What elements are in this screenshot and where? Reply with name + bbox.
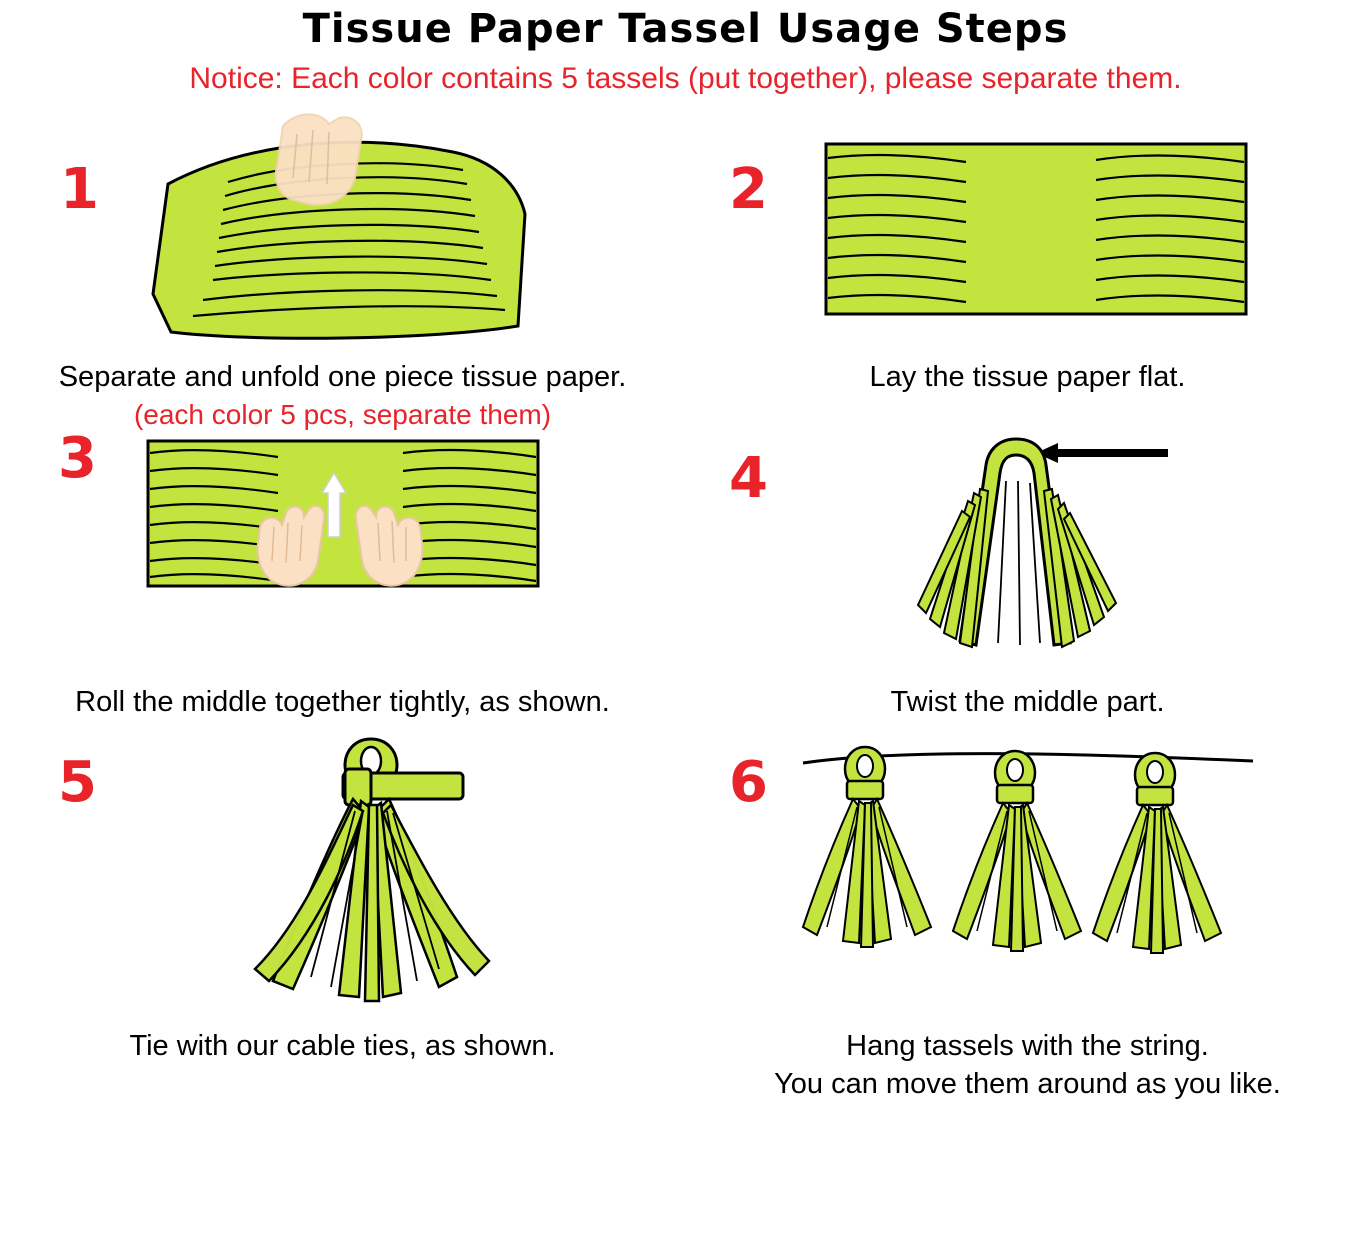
step-6 (685, 725, 1370, 1101)
step-6-illustration (685, 725, 1370, 1025)
step-3-caption: Roll the middle together tightly, as shown. (75, 686, 610, 719)
step-2-illustration (685, 104, 1370, 356)
flat-stacked-tissue-icon (808, 104, 1248, 354)
steps-row-3 (0, 725, 1371, 1101)
pointer-arrow-icon (1036, 443, 1168, 463)
folded-tassel-icon (808, 431, 1248, 681)
step-2-caption: Lay the tissue paper flat. (869, 361, 1186, 393)
step-3-illustration (0, 426, 685, 681)
step-3-caption-block (0, 685, 685, 725)
rolling-hands-icon (128, 431, 558, 681)
step-6-caption-block (685, 1029, 1370, 1101)
step-1-caption: Separate and unfold one piece tissue paper. (58, 361, 627, 393)
step-2 (685, 104, 1370, 431)
step-4-illustration (685, 431, 1370, 681)
step-1-subcaption: (each color 5 pcs, separate them) (133, 399, 552, 431)
step-5-illustration (0, 725, 685, 1025)
steps-grid (0, 104, 1371, 1102)
tassel-with-cable-tie-icon (133, 725, 553, 1025)
step-5-caption: Tie with our cable ties, as shown. (129, 1030, 556, 1063)
step-4-caption-block (685, 685, 1370, 725)
step-1 (0, 104, 685, 431)
notice-text: Notice: Each color contains 5 tassels (put together), please separate them. (189, 62, 1182, 95)
step-4 (685, 431, 1370, 725)
step-4-caption: Twist the middle part. (890, 686, 1165, 719)
step-number-3: 3 (58, 426, 97, 492)
step-number-2: 2 (729, 157, 768, 222)
page-title: Tissue Paper Tassel Usage Steps (302, 6, 1069, 52)
step-number-5: 5 (58, 750, 97, 816)
step-5 (0, 725, 685, 1101)
step-3 (0, 426, 685, 725)
unfolded-tissue-icon (133, 104, 553, 354)
step-number-6: 6 (729, 750, 768, 816)
steps-row-1 (0, 104, 1371, 431)
step-1-illustration (0, 104, 685, 356)
instruction-sheet (0, 6, 1371, 1260)
step-2-caption-block (685, 360, 1370, 400)
step-1-caption-block (0, 360, 685, 431)
steps-row-2 (0, 426, 1371, 725)
step-5-caption-block (0, 1029, 685, 1069)
step-number-4: 4 (729, 446, 768, 512)
three-tassels-on-string-icon (793, 725, 1263, 1025)
step-6-subcaption: You can move them around as you like. (774, 1068, 1281, 1101)
step-number-1: 1 (60, 157, 99, 222)
step-6-caption: Hang tassels with the string. (846, 1030, 1209, 1063)
